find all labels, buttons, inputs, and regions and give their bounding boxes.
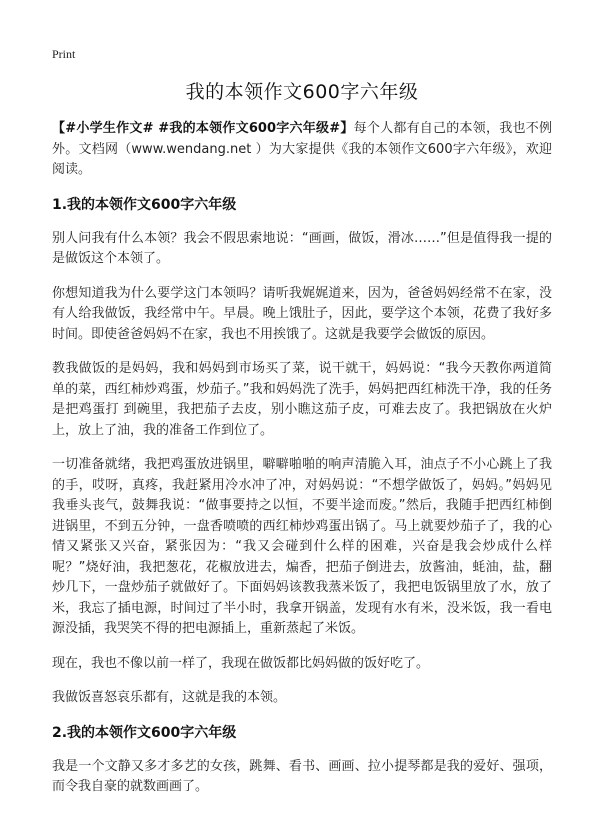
print-link[interactable]: Print [52,47,76,61]
section-2-paragraph-1: 我是一个文静又多才多艺的女孩，跳舞、看书、画画、拉小提琴都是我的爱好、强项，而令我自豪的就数画画了。 [52,758,552,794]
section-1-paragraph-3: 教我做饭的是妈妈，我和妈妈到市场买了菜，说干就干，妈妈说：“我今天教你两道简单的菜，西红柿炒鸡蛋，炒茄子。”我和妈妈洗了洗手，妈妈把西红柿洗干净，我的任务是把鸡蛋打 到碗里，我把茄子去皮，别小瞧这茄子皮，可难去皮了。我把锅放在火炉上，放上了油，我的准备工作到位了。 [52,361,552,438]
section-1-paragraph-4: 一切准备就绪，我把鸡蛋放进锅里，噼噼啪啪的响声清脆入耳，油点子不小心跳上了我的手，哎呀，真疼，我赶紧用冷水冲了冲，对妈妈说：“不想学做饭了，妈妈。”妈妈见我垂头丧气，鼓舞我说：“做事要持之以恒，不要半途而废。”然后，我随手把西红柿倒进锅里，不到五分钟，一盘香喷喷的西红柿炒鸡蛋出锅了。马上就要炒茄子了，我的心情又紧张又兴奋，紧张因为：“我又会碰到什么样的困难，兴奋是我会炒成什么样呢？”烧好油，我把葱花，花椒放进去，煸香，把茄子倒进去，放酱油，蚝油，盐，翻炒几下，一盘炒茄子就做好了。下面妈妈该教我蒸米饭了，我把电饭锅里放了水，放了米，我忘了插电源，时间过了半小时，我拿开锅盖，发现有水有米，没米饭，我一看电源没插，我哭笑不得的把电源插上，重新蒸起了米饭。 [52,457,552,636]
document-title: 我的本领作文600字六年级 [185,81,419,103]
section-heading-1: 1.我的本领作文600字六年级 [52,196,237,213]
intro-tag: 【#小学生作文# #我的本领作文600字六年级#】 [52,121,354,136]
section-heading-2: 2.我的本领作文600字六年级 [52,724,237,741]
section-1-paragraph-1: 别人问我有什么本领？我会不假思索地说：“画画，做饭，滑冰……”但是值得我一提的是做饭这个本领了。 [52,230,552,266]
section-1-paragraph-5: 现在，我也不像以前一样了，我现在做饭都比妈妈做的饭好吃了。 [52,655,430,671]
section-1-paragraph-2: 你想知道我为什么要学这门本领吗？请听我娓娓道来，因为，爸爸妈妈经常不在家，没有人给我做饭，我经常中午。早晨。晚上饿肚子，因此，要学这个本领，花费了我好多时间。即使爸爸妈妈不在家，我也不用挨饿了。这就是我要学会做饭的原因。 [52,285,552,342]
intro-text: 每个人都有自己的本领，我也不例外。文档网（www.wendang.net ）为大家提供《我的本领作文600字六年级》，欢迎阅读。 [52,121,552,177]
intro-paragraph [52,119,552,181]
document-body [52,119,552,812]
section-1-paragraph-6: 我做饭喜怒哀乐都有，这就是我的本领。 [52,690,287,705]
